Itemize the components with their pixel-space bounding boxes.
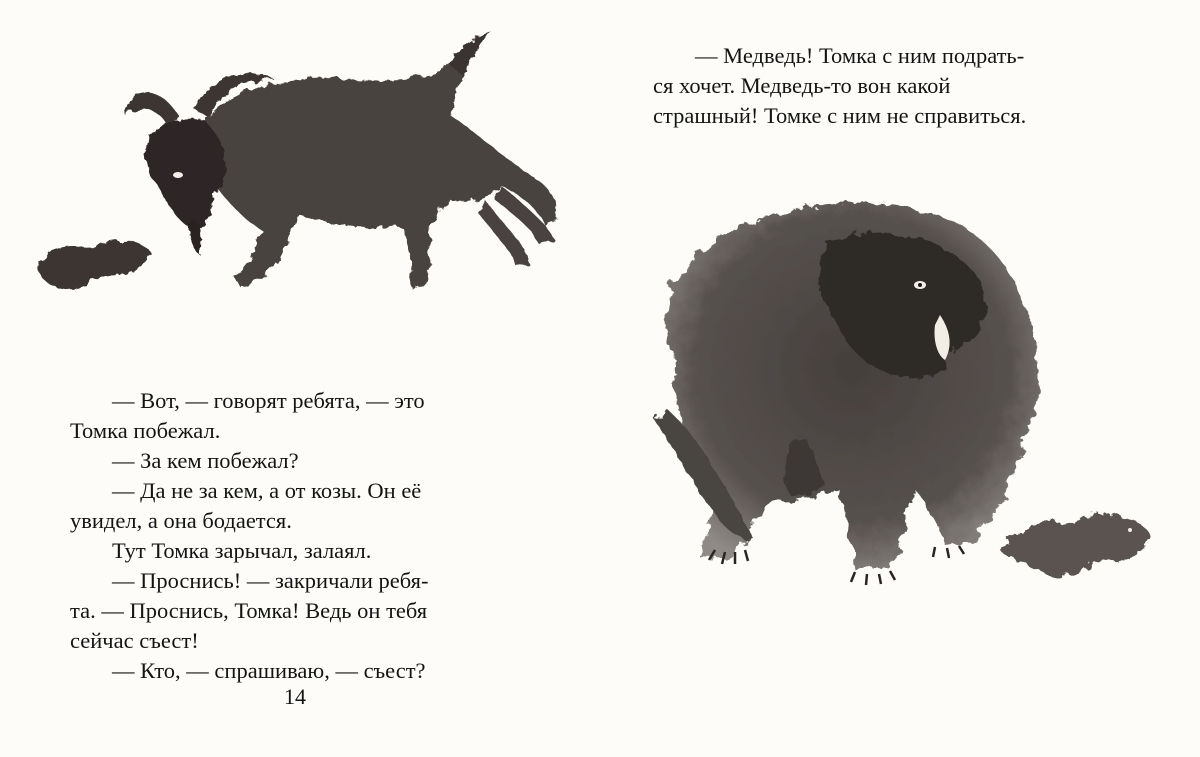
text-line: — Кто, — спрашиваю, — съест? bbox=[112, 658, 426, 683]
text-line: Томка побежал. bbox=[70, 418, 221, 443]
text-line: — Да не за кем, а от козы. Он её bbox=[112, 478, 422, 503]
text-line: ся хочет. Медведь-то вон какой bbox=[653, 73, 951, 98]
text-line: та. — Проснись, Томка! Ведь он тебя bbox=[70, 598, 428, 623]
goat-body bbox=[205, 55, 558, 287]
text-line: увидел, а она бодается. bbox=[70, 508, 292, 533]
goat-head bbox=[145, 118, 225, 230]
bear-claws bbox=[709, 546, 964, 585]
text-line: — За кем побежал? bbox=[112, 448, 299, 473]
text-line: — Проснись! — закричали ребя- bbox=[112, 568, 429, 593]
right-page-text bbox=[653, 41, 1109, 131]
text-line: сейчас съест! bbox=[70, 628, 199, 653]
left-page-text bbox=[70, 386, 524, 686]
text-line: Тут Томка зарычал, залаял. bbox=[112, 538, 372, 563]
bear-and-puppy-illustration bbox=[615, 190, 1175, 610]
puppy bbox=[1001, 515, 1149, 577]
goat-and-puppy-illustration bbox=[30, 25, 575, 305]
goat-horn bbox=[125, 93, 180, 125]
text-line: — Вот, — говорят ребята, — это bbox=[112, 388, 425, 413]
puppy bbox=[38, 240, 150, 289]
page-number: 14 bbox=[284, 684, 306, 709]
text-line: — Медведь! Томка с ним подрать- bbox=[695, 43, 1025, 68]
right-page bbox=[600, 0, 1200, 757]
text-line: страшный! Томке с ним не справиться. bbox=[653, 103, 1027, 128]
